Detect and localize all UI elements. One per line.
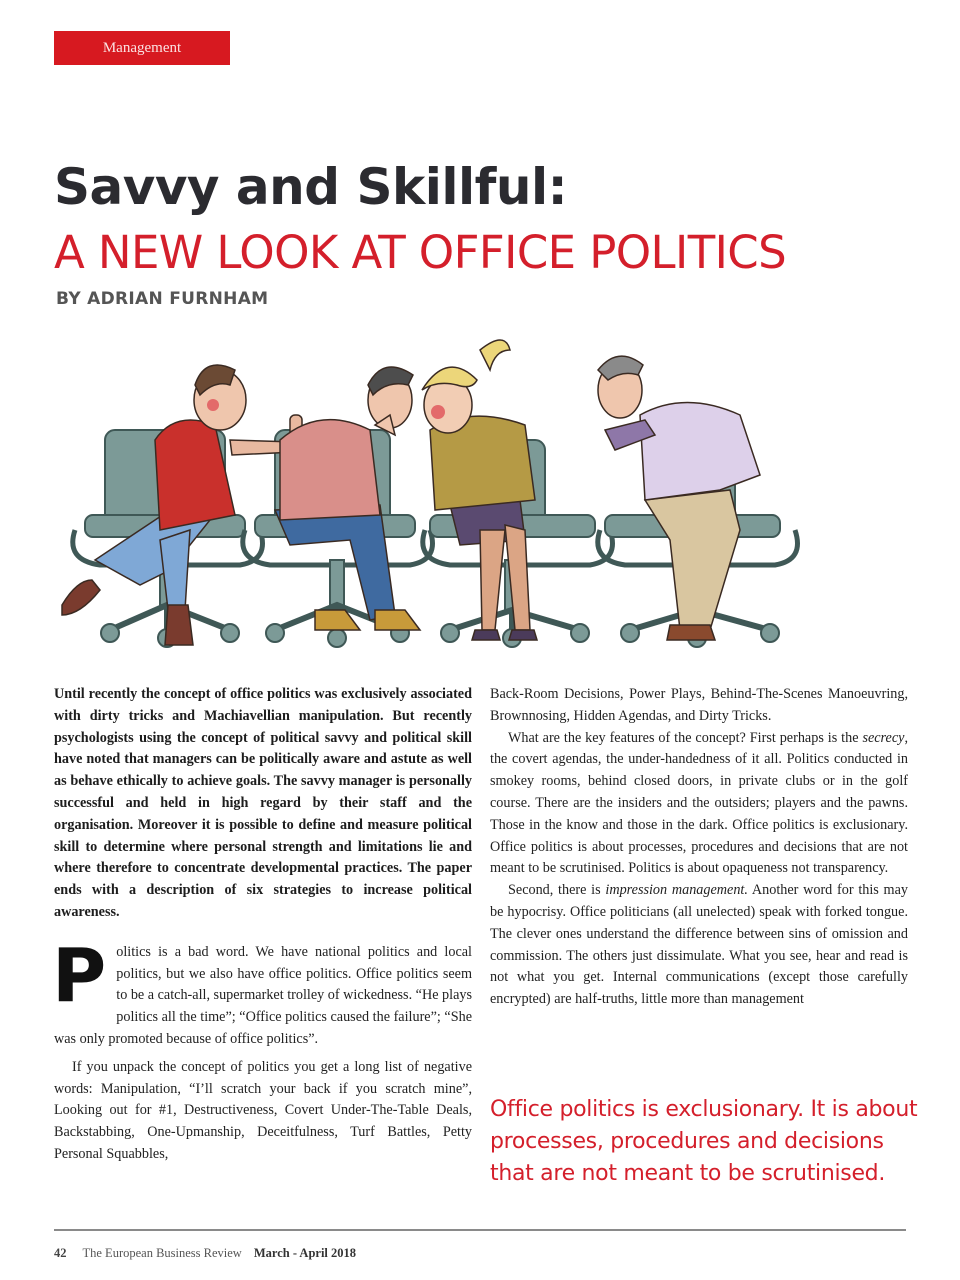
publication-name: The European Business Review — [82, 1246, 242, 1260]
paragraph-text: olitics is a bad word. We have national politics and local politics, but we also have office politics. Office politics seem to be a catch-all, supermarket trolley of wickedness. “He plays politics all the time”; “Office politics caused the failure”; “She was only promoted because of office politics”. — [54, 943, 472, 1047]
section-tag — [54, 31, 230, 65]
body-paragraph: Back-Room Decisions, Power Plays, Behind-The-Scenes Manoeuvring, Brownnosing, Hidden Agendas, and Dirty Tricks. — [490, 686, 908, 724]
body-paragraph — [490, 880, 908, 1011]
issue-date: March - April 2018 — [253, 1246, 357, 1260]
paragraph-text: Another word for this may be hypocrisy. Office politicians (all unelected) speak with forked tongue. The clever ones understand the difference between sins of omission and commission. The others just dissimulate. What you see, hear and read is not what you get. Internal communications (except those carefully encrypted) are half-truths, little more than management — [490, 882, 908, 1008]
article-title: Savvy and Skillful: — [54, 158, 568, 216]
article-abstract: Until recently the concept of office politics was exclusively associated with dirty tricks and Machiavellian manipulation. But recently psychologists using the concept of political savvy and political skill have noted that managers can be politically aware and astute as well as behave ethically to achieve goals. The savvy manager is personally successful and held in high regard by their staff and the organisation. Moreover it is possible to define and measure political skill to determine where personal strength and limitations lie and where therefore to concentrate developmental practices. The paper ends with a description of six strategies to increase political awareness. — [54, 686, 472, 920]
byline: BY ADRIAN FURNHAM — [56, 289, 269, 309]
left-column — [54, 684, 472, 1166]
footer-divider — [54, 1229, 906, 1231]
paragraph-text: What are the key features of the concept? First perhaps is the — [508, 729, 863, 746]
drop-cap: P — [52, 932, 107, 1019]
paragraph-text: Second, there is — [508, 882, 606, 899]
person-red-shirt — [62, 365, 302, 645]
office-politics-illustration — [50, 330, 810, 660]
pull-quote: Office politics is exclusionary. It is about processes, procedures and decisions that are not meant to be scrutinised. — [490, 1097, 918, 1186]
paragraph-text: , the covert agendas, the under-handedness of it all. Politics conducted in smokey rooms, behind closed doors, in private clubs or in the golf course. There are the insiders and the outsiders; players and the pawns. Those in the know and those in the dark. Office politics is exclusionary. Office politics is about processes, procedures and decisions that are not meant to be scrutinised. Politics is about opaqueness not transparency. — [490, 729, 908, 877]
article-subtitle: A NEW LOOK AT OFFICE POLITICS — [54, 226, 787, 279]
body-paragraph: If you unpack the concept of politics you get a long list of negative words: Manipulation, “I’ll scratch your back if you scratch mine”, Looking out for #1, Destructiveness, Covert Under-The-Table Deals, Backstabbing, One-Upmanship, Deceitfulness, Turf Battles, Petty Personal Squabbles, — [54, 1058, 472, 1162]
body-paragraph — [490, 728, 908, 881]
body-paragraph — [52, 932, 472, 1051]
person-pink-shirt — [275, 367, 420, 630]
page-number: 42 — [54, 1246, 67, 1260]
page-footer — [54, 1246, 356, 1261]
emphasis-text: secrecy — [862, 729, 905, 746]
emphasis-text: impression management. — [605, 882, 748, 899]
right-column — [490, 684, 908, 1011]
section-tag-label: Management — [102, 39, 182, 56]
person-mustard-sweater — [422, 340, 537, 640]
